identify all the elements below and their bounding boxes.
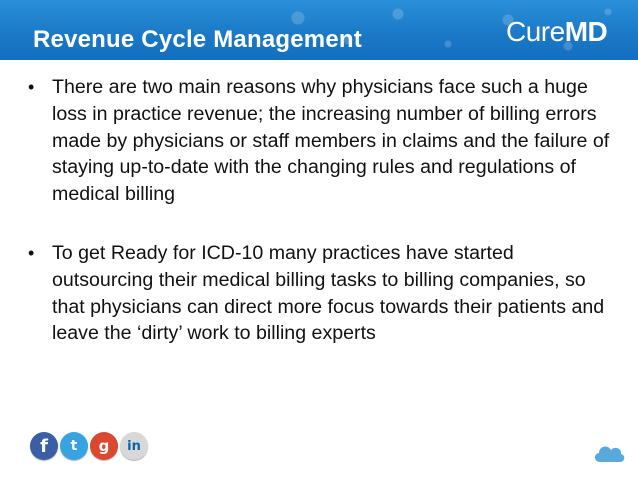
social-icons — [30, 432, 148, 460]
bullet-marker: • — [28, 77, 35, 97]
cloud-icon — [592, 440, 626, 469]
slide-body — [22, 74, 618, 347]
bullet-text: To get Ready for ICD-10 many practices have started outsourcing their medical billing tasks to billing companies, so that physicians can direct more focus towards their patients and leave the ‘dirty’ work to billing experts — [52, 241, 605, 345]
slide-header — [0, 0, 638, 60]
bullet-text: There are two main reasons why physicians face such a huge loss in practice revenue; the increasing number of billing errors made by physicians or staff members in claims and the failure of staying up-to-date with the changing rules and regulations of medical billing — [52, 76, 610, 206]
twitter-icon[interactable]: t — [60, 432, 88, 460]
linkedin-icon[interactable]: in — [120, 432, 148, 460]
google-plus-icon[interactable]: g — [90, 432, 118, 460]
svg-text:CureMD: CureMD — [506, 16, 608, 47]
bullet-item — [22, 74, 618, 208]
slide-title: Revenue Cycle Management — [33, 26, 362, 53]
bullet-marker: • — [28, 242, 35, 263]
curemd-logo-mark — [506, 14, 624, 48]
bullet-item — [22, 240, 618, 347]
facebook-icon[interactable]: f — [30, 432, 58, 460]
curemd-logo — [506, 14, 624, 48]
